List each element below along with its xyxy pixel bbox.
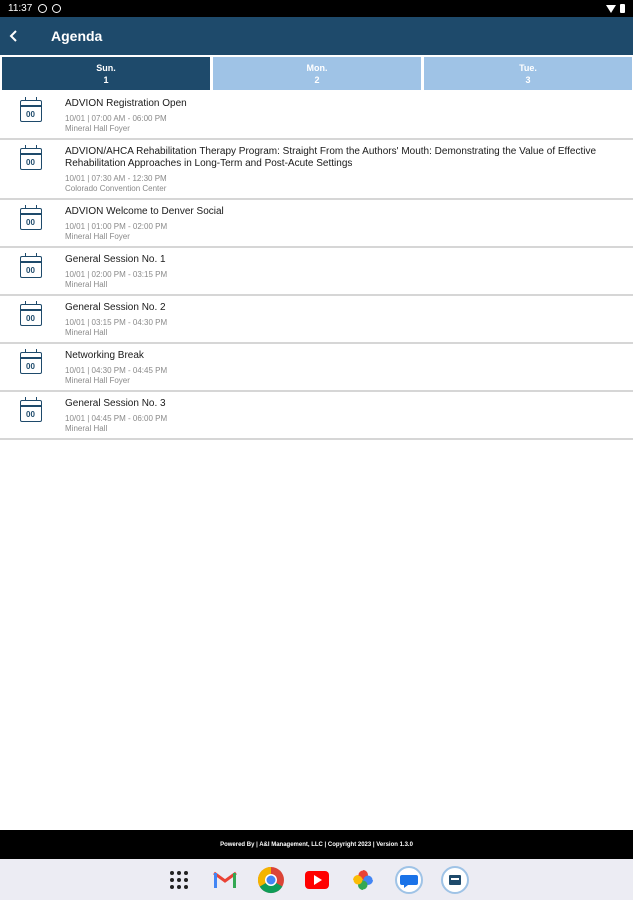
list-item[interactable] — [0, 392, 633, 440]
day-tabs — [2, 57, 632, 90]
list-item[interactable] — [0, 296, 633, 344]
calendar-icon: 00 — [20, 256, 42, 278]
calendar-icon: 00 — [20, 208, 42, 230]
event-location: Mineral Hall — [65, 424, 108, 433]
list-item[interactable] — [0, 248, 633, 296]
calendar-icon: 00 — [20, 148, 42, 170]
chrome-icon[interactable] — [257, 866, 285, 894]
footer-credits: Powered By | A&I Management, LLC | Copyright 2023 | Version 1.3.0 — [0, 830, 633, 859]
apps-grid-icon[interactable] — [165, 866, 193, 894]
battery-icon — [620, 4, 625, 13]
tab-date-label: 2 — [314, 74, 320, 85]
list-item[interactable] — [0, 344, 633, 392]
youtube-icon[interactable] — [303, 866, 331, 894]
event-location: Colorado Convention Center — [65, 184, 167, 193]
event-location: Mineral Hall — [65, 280, 108, 289]
messages-icon[interactable] — [395, 866, 423, 894]
page-title: Agenda — [51, 28, 103, 44]
tab-day-label: Sun. — [96, 62, 116, 73]
event-location: Mineral Hall — [65, 328, 108, 337]
event-title: General Session No. 1 — [65, 254, 166, 265]
tab-tue[interactable] — [424, 57, 632, 90]
event-datetime: 10/01 | 07:30 AM - 12:30 PM — [65, 174, 167, 183]
event-title: ADVION Registration Open — [65, 98, 187, 109]
calendar-icon: 00 — [20, 100, 42, 122]
app-dock — [0, 859, 633, 900]
agenda-list — [0, 92, 633, 440]
app-bar — [0, 17, 633, 55]
calendar-icon: 00 — [20, 352, 42, 374]
status-time: 11:37 — [8, 3, 33, 14]
event-datetime: 10/01 | 02:00 PM - 03:15 PM — [65, 270, 168, 279]
calendar-icon: 00 — [20, 304, 42, 326]
event-datetime: 10/01 | 04:30 PM - 04:45 PM — [65, 366, 168, 375]
chevron-left-icon — [7, 29, 21, 43]
event-datetime: 10/01 | 01:00 PM - 02:00 PM — [65, 222, 168, 231]
event-location: Mineral Hall Foyer — [65, 124, 130, 133]
gmail-icon[interactable] — [211, 866, 239, 894]
event-location: Mineral Hall Foyer — [65, 232, 130, 241]
tab-date-label: 1 — [103, 74, 109, 85]
photos-icon[interactable] — [349, 866, 377, 894]
event-title: ADVION/AHCA Rehabilitation Therapy Program: Straight From the Authors' Mouth: Demonstrating the Value of Effective Rehabilitation Approaches in Long-Term and Post-Acute Settings — [65, 146, 597, 169]
app-icon[interactable] — [441, 866, 469, 894]
tab-day-label: Mon. — [306, 62, 328, 73]
tab-date-label: 3 — [525, 74, 531, 85]
sync-icon — [52, 4, 61, 13]
event-title: ADVION Welcome to Denver Social — [65, 206, 224, 217]
event-location: Mineral Hall Foyer — [65, 376, 130, 385]
event-datetime: 10/01 | 07:00 AM - 06:00 PM — [65, 114, 167, 123]
list-item[interactable] — [0, 200, 633, 248]
wifi-icon — [606, 5, 616, 13]
list-item[interactable] — [0, 92, 633, 140]
calendar-icon: 00 — [20, 400, 42, 422]
event-title: General Session No. 3 — [65, 398, 166, 409]
status-bar — [0, 0, 633, 17]
event-title: General Session No. 2 — [65, 302, 166, 313]
event-datetime: 10/01 | 03:15 PM - 04:30 PM — [65, 318, 168, 327]
tab-mon[interactable] — [213, 57, 421, 90]
tab-sun[interactable] — [2, 57, 210, 90]
back-button[interactable] — [2, 24, 26, 48]
location-icon — [38, 4, 47, 13]
tab-day-label: Tue. — [519, 62, 537, 73]
event-datetime: 10/01 | 04:45 PM - 06:00 PM — [65, 414, 168, 423]
list-item[interactable] — [0, 140, 633, 200]
event-title: Networking Break — [65, 350, 144, 361]
